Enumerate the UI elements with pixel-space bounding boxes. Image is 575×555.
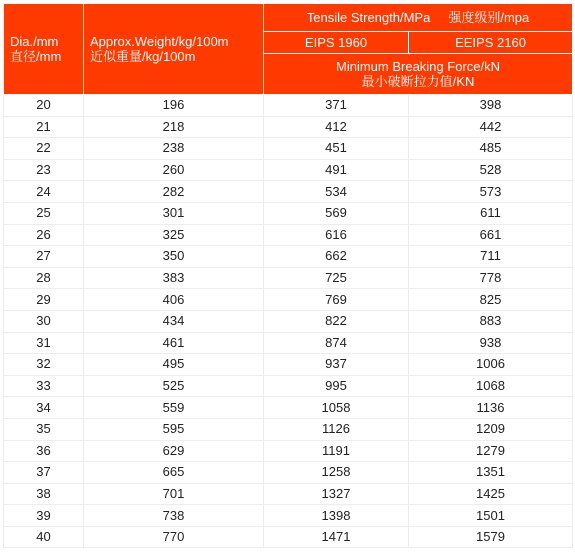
force-1960-cell: 1191 [264,440,409,462]
table-row [4,224,573,246]
force-1960-cell: 1327 [264,483,409,505]
weight-cell: 260 [84,159,264,181]
breaking-force-header [264,54,573,95]
force-2160-cell: 485 [409,138,573,160]
force-2160-cell: 1279 [409,440,573,462]
force-2160-cell: 1501 [409,505,573,527]
weight-cell: 665 [84,462,264,484]
weight-cell: 434 [84,310,264,332]
table-row [4,354,573,376]
diameter-cell: 24 [4,181,84,203]
force-2160-cell: 528 [409,159,573,181]
breaking-force-en: Minimum Breaking Force/kN [336,59,500,74]
table-row [4,397,573,419]
force-2160-cell: 1209 [409,418,573,440]
weight-cell: 629 [84,440,264,462]
force-2160-cell: 611 [409,202,573,224]
force-1960-cell: 534 [264,181,409,203]
force-1960-cell: 616 [264,224,409,246]
force-2160-cell: 711 [409,246,573,268]
diameter-cell: 28 [4,267,84,289]
weight-cell: 301 [84,202,264,224]
diameter-header [4,4,84,95]
diameter-cell: 21 [4,116,84,138]
diameter-cell: 20 [4,95,84,117]
weight-cell: 595 [84,418,264,440]
weight-cell: 196 [84,95,264,117]
force-1960-cell: 1126 [264,418,409,440]
weight-cell: 383 [84,267,264,289]
force-1960-cell: 451 [264,138,409,160]
weight-cell: 350 [84,246,264,268]
diameter-cell: 31 [4,332,84,354]
table-row [4,181,573,203]
force-2160-cell: 778 [409,267,573,289]
wire-rope-spec-table [3,3,573,548]
force-2160-cell: 573 [409,181,573,203]
table-row [4,310,573,332]
force-1960-cell: 937 [264,354,409,376]
force-1960-cell: 412 [264,116,409,138]
table-row [4,159,573,181]
force-2160-cell: 398 [409,95,573,117]
weight-cell: 325 [84,224,264,246]
diameter-cell: 39 [4,505,84,527]
diameter-cell: 32 [4,354,84,376]
table-row [4,462,573,484]
tensile-strength-header [264,4,573,32]
force-2160-cell: 442 [409,116,573,138]
diameter-cell: 26 [4,224,84,246]
force-2160-cell: 1351 [409,462,573,484]
diameter-cell: 33 [4,375,84,397]
table-row [4,440,573,462]
table-row [4,246,573,268]
table-row [4,526,573,548]
table-row [4,375,573,397]
force-1960-cell: 1471 [264,526,409,548]
force-1960-cell: 725 [264,267,409,289]
force-1960-cell: 662 [264,246,409,268]
force-2160-cell: 825 [409,289,573,311]
table-row [4,267,573,289]
force-1960-cell: 874 [264,332,409,354]
diameter-cell: 25 [4,202,84,224]
force-1960-cell: 371 [264,95,409,117]
breaking-force-cn: 最小破断拉力值/KN [361,74,475,89]
force-1960-cell: 1058 [264,397,409,419]
grade-header-2160: EEIPS 2160 [409,32,573,54]
force-1960-cell: 569 [264,202,409,224]
weight-cell: 495 [84,354,264,376]
spec-table-body [4,95,573,548]
table-row [4,505,573,527]
force-2160-cell: 1136 [409,397,573,419]
force-1960-cell: 1258 [264,462,409,484]
force-1960-cell: 491 [264,159,409,181]
tensile-strength-cn: 强度级别/mpa [448,10,530,25]
diameter-cell: 29 [4,289,84,311]
force-1960-cell: 1398 [264,505,409,527]
table-row [4,483,573,505]
table-row [4,332,573,354]
weight-header-en: Approx.Weight/kg/100m [90,34,229,49]
diameter-cell: 30 [4,310,84,332]
force-2160-cell: 1068 [409,375,573,397]
force-2160-cell: 1006 [409,354,573,376]
weight-cell: 559 [84,397,264,419]
weight-cell: 770 [84,526,264,548]
diameter-cell: 34 [4,397,84,419]
diameter-cell: 40 [4,526,84,548]
force-2160-cell: 938 [409,332,573,354]
force-2160-cell: 1425 [409,483,573,505]
table-row [4,202,573,224]
table-row [4,138,573,160]
weight-cell: 738 [84,505,264,527]
diameter-cell: 36 [4,440,84,462]
diameter-cell: 35 [4,418,84,440]
force-2160-cell: 883 [409,310,573,332]
diameter-header-en: Dia./mm [10,34,59,49]
weight-cell: 701 [84,483,264,505]
weight-header [84,4,264,95]
weight-cell: 406 [84,289,264,311]
diameter-cell: 23 [4,159,84,181]
diameter-cell: 22 [4,138,84,160]
table-row [4,95,573,117]
tensile-strength-en: Tensile Strength/MPa [306,10,431,25]
weight-cell: 238 [84,138,264,160]
force-2160-cell: 661 [409,224,573,246]
diameter-cell: 37 [4,462,84,484]
grade-header-1960: EIPS 1960 [264,32,409,54]
force-1960-cell: 769 [264,289,409,311]
weight-cell: 525 [84,375,264,397]
diameter-cell: 38 [4,483,84,505]
table-row [4,116,573,138]
diameter-header-cn: 直径/mm [10,49,62,64]
weight-header-cn: 近似重量/kg/100m [90,49,196,64]
force-1960-cell: 995 [264,375,409,397]
weight-cell: 282 [84,181,264,203]
table-row [4,289,573,311]
weight-cell: 218 [84,116,264,138]
force-1960-cell: 822 [264,310,409,332]
diameter-cell: 27 [4,246,84,268]
weight-cell: 461 [84,332,264,354]
table-row [4,418,573,440]
force-2160-cell: 1579 [409,526,573,548]
